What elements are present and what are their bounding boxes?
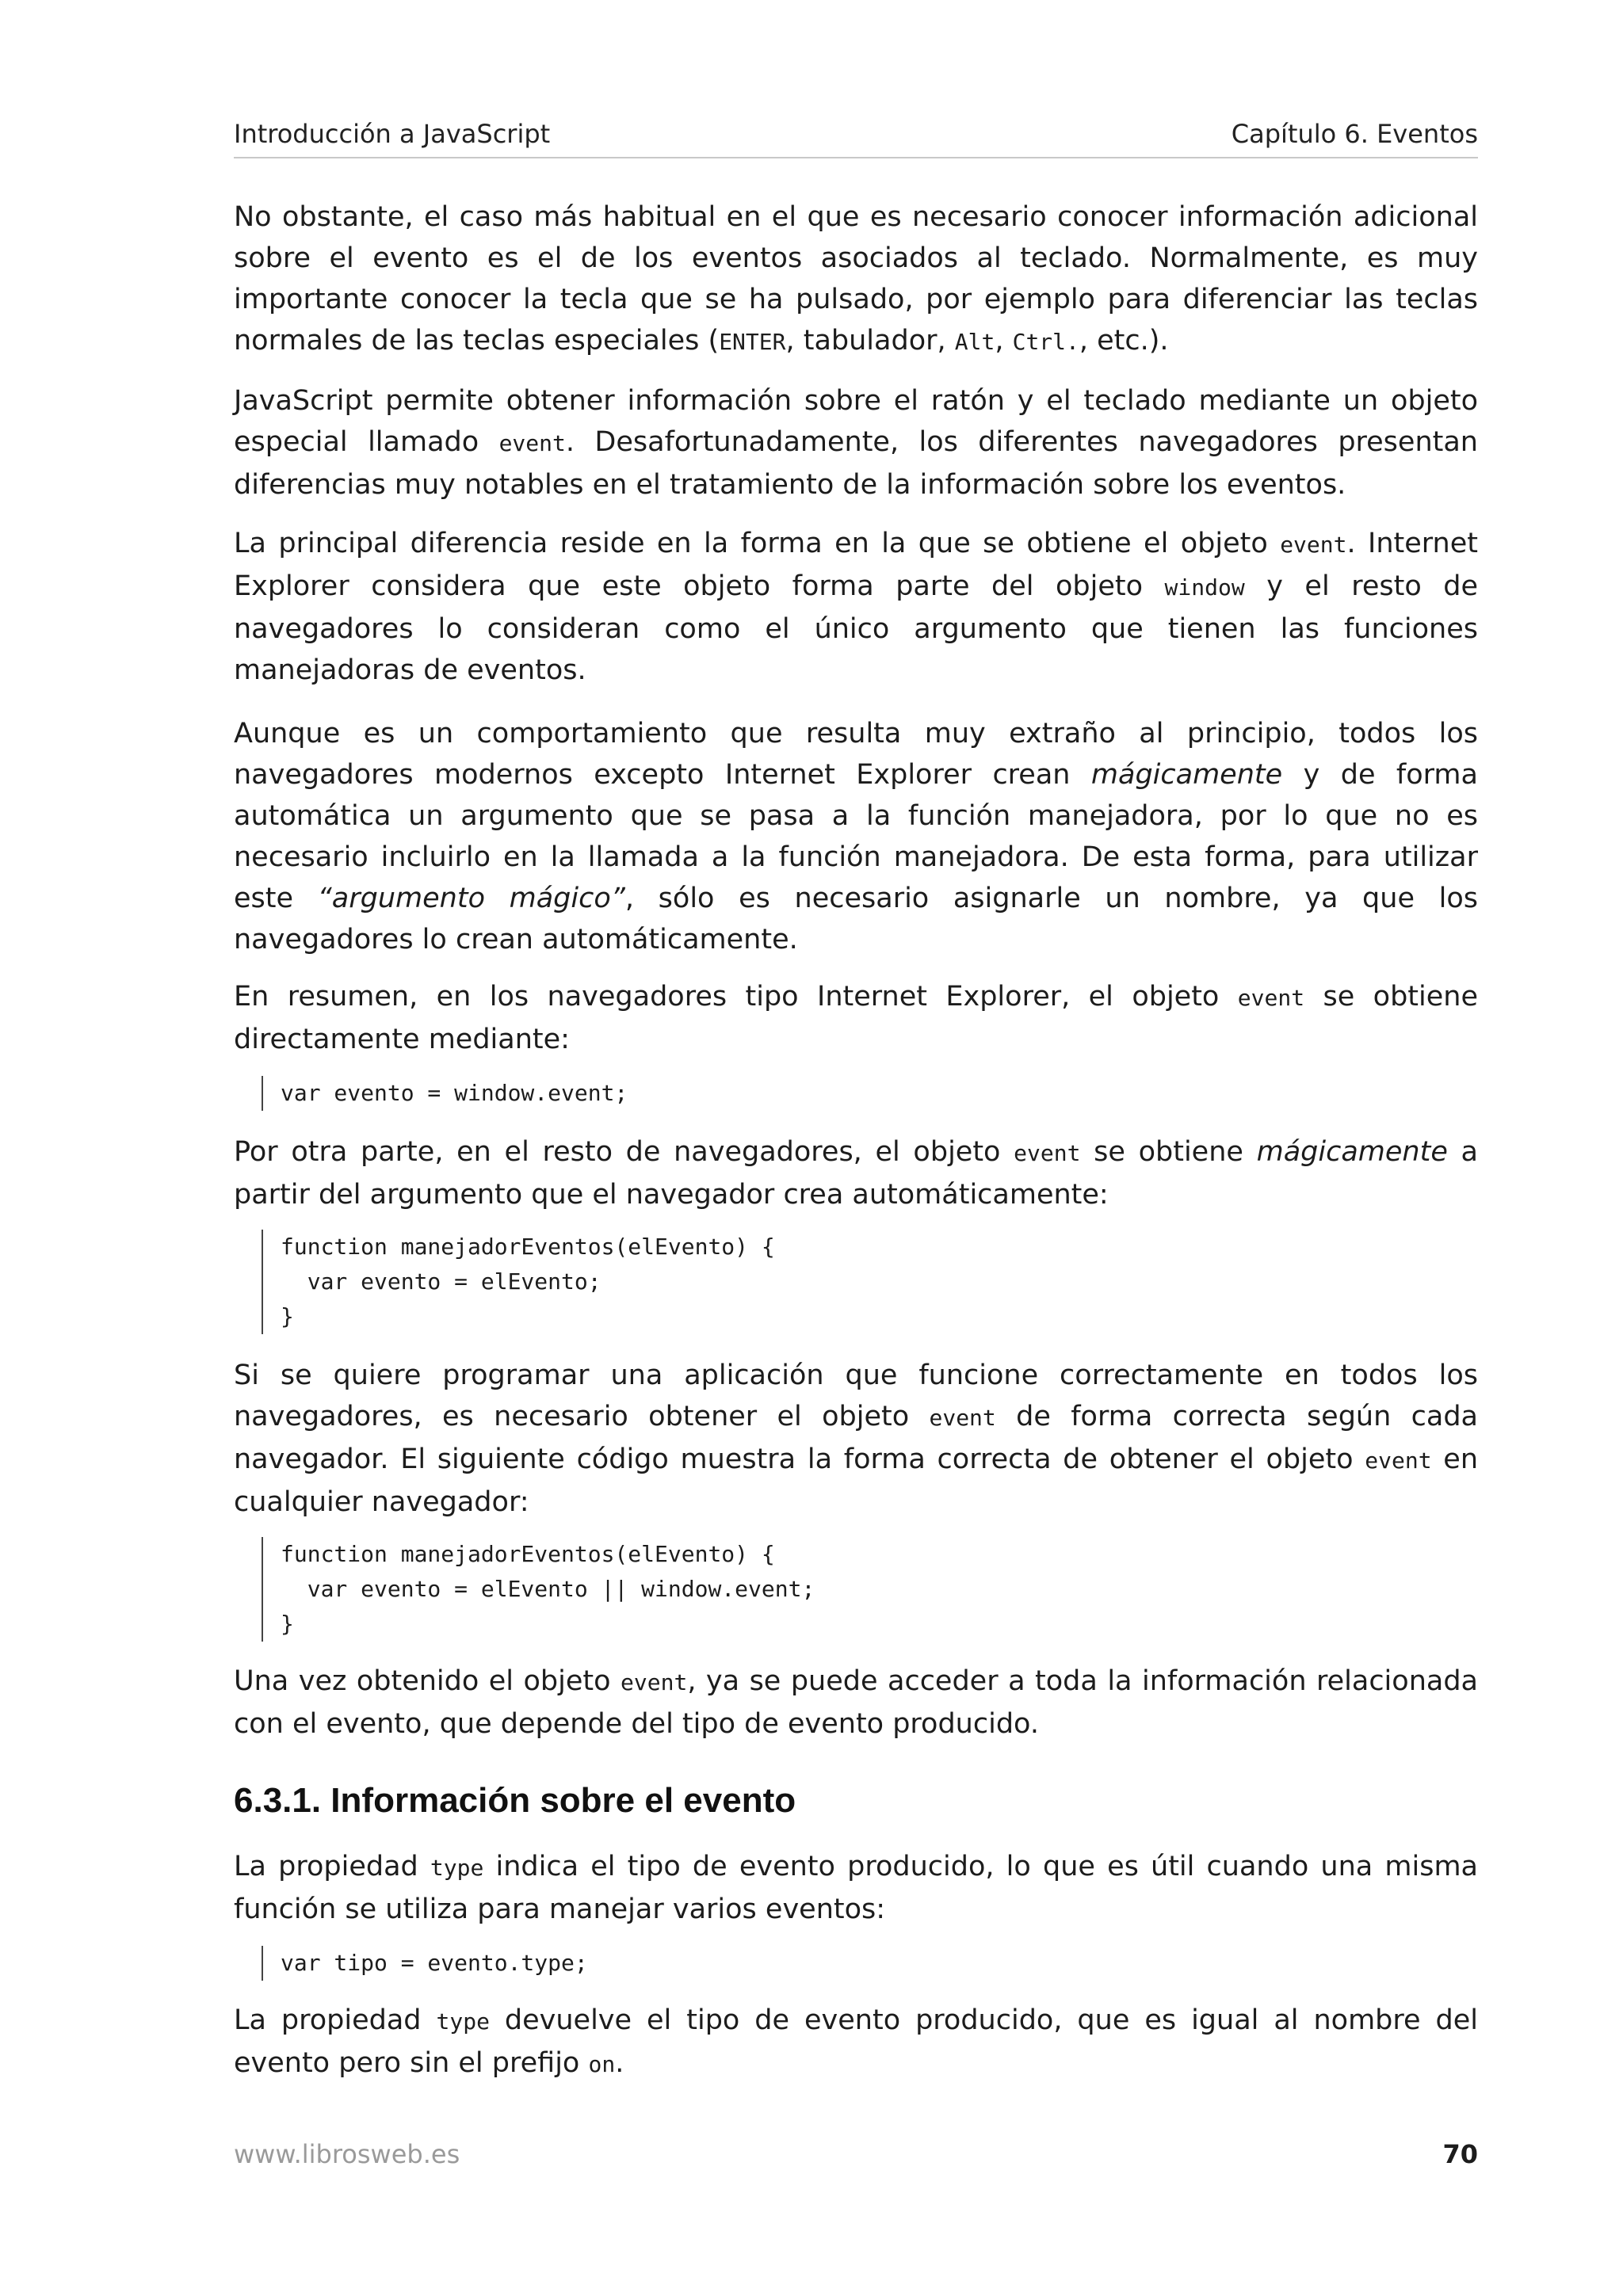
page-number: 70	[1442, 2139, 1478, 2169]
section-heading: 6.3.1. Información sobre el evento	[234, 1781, 796, 1820]
page-header	[234, 119, 1478, 158]
paragraph-4: Aunque es un comportamiento que resulta muy extraño al principio, todos los navegadores modernos excepto Internet Explorer crean mágicamente y de forma automática un argumento que se pasa a la función manejadora, por lo que no es necesario incluirlo en la llamada a la función manejadora. De esta forma, para utilizar este “argumento mágico”, sólo es necesario asignarle un nombre, ya que los navegadores lo crean automáticamente.	[234, 718, 1478, 955]
code-block-4: var tipo = evento.type;	[262, 1946, 1390, 1981]
document-page	[234, 0, 1478, 2296]
paragraph-8: Una vez obtenido el objeto event, ya se puede acceder a toda la información relacionada con el evento, que depende del tipo de evento producido.	[234, 1665, 1478, 1740]
code-block-3: function manejadorEventos(elEvento) { var evento = elEvento || window.event; }	[262, 1537, 1390, 1642]
paragraph-1: No obstante, el caso más habitual en el que es necesario conocer información adicional sobre el evento es el de los eventos asociados al teclado. Normalmente, es muy importante conocer la tecla que se ha pulsado, por ejemplo para diferenciar las teclas normales de las teclas especiales (ENTER, tabulador, Alt, Ctrl., etc.).	[234, 201, 1478, 357]
book-title: Introducción a JavaScript	[234, 119, 551, 149]
paragraph-3: La principal diferencia reside en la forma en la que se obtiene el objeto event. Internet Explorer considera que este objeto forma parte del objeto window y el resto de navegadores lo consideran como el único argumento que tienen las funciones manejadoras de eventos.	[234, 528, 1478, 686]
code-block-2: function manejadorEventos(elEvento) { var evento = elEvento; }	[262, 1230, 1390, 1334]
site-url: www.librosweb.es	[234, 2139, 460, 2169]
paragraph-5: En resumen, en los navegadores tipo Internet Explorer, el objeto event se obtiene directamente mediante:	[234, 981, 1478, 1055]
paragraph-6: Por otra parte, en el resto de navegadores, el objeto event se obtiene mágicamente a partir del argumento que el navegador crea automáticamente:	[234, 1136, 1478, 1211]
code-block-1: var evento = window.event;	[262, 1076, 1390, 1111]
paragraph-9: La propiedad type indica el tipo de evento producido, lo que es útil cuando una misma función se utiliza para manejar varios eventos:	[234, 1851, 1478, 1925]
chapter-title: Capítulo 6. Eventos	[1231, 119, 1478, 149]
paragraph-7: Si se quiere programar una aplicación que funcione correctamente en todos los navegadores, es necesario obtener el objeto event de forma correcta según cada navegador. El siguiente código muestra la forma correcta de obtener el objeto event en cualquier navegador:	[234, 1360, 1479, 1518]
paragraph-2: JavaScript permite obtener información sobre el ratón y el teclado mediante un objeto especial llamado event. Desafortunadamente, los diferentes navegadores presentan diferencias muy notables en el tratamiento de la información sobre los eventos.	[234, 385, 1478, 501]
paragraph-10: La propiedad type devuelve el tipo de evento producido, que es igual al nombre del evento pero sin el prefijo on.	[234, 2004, 1478, 2079]
